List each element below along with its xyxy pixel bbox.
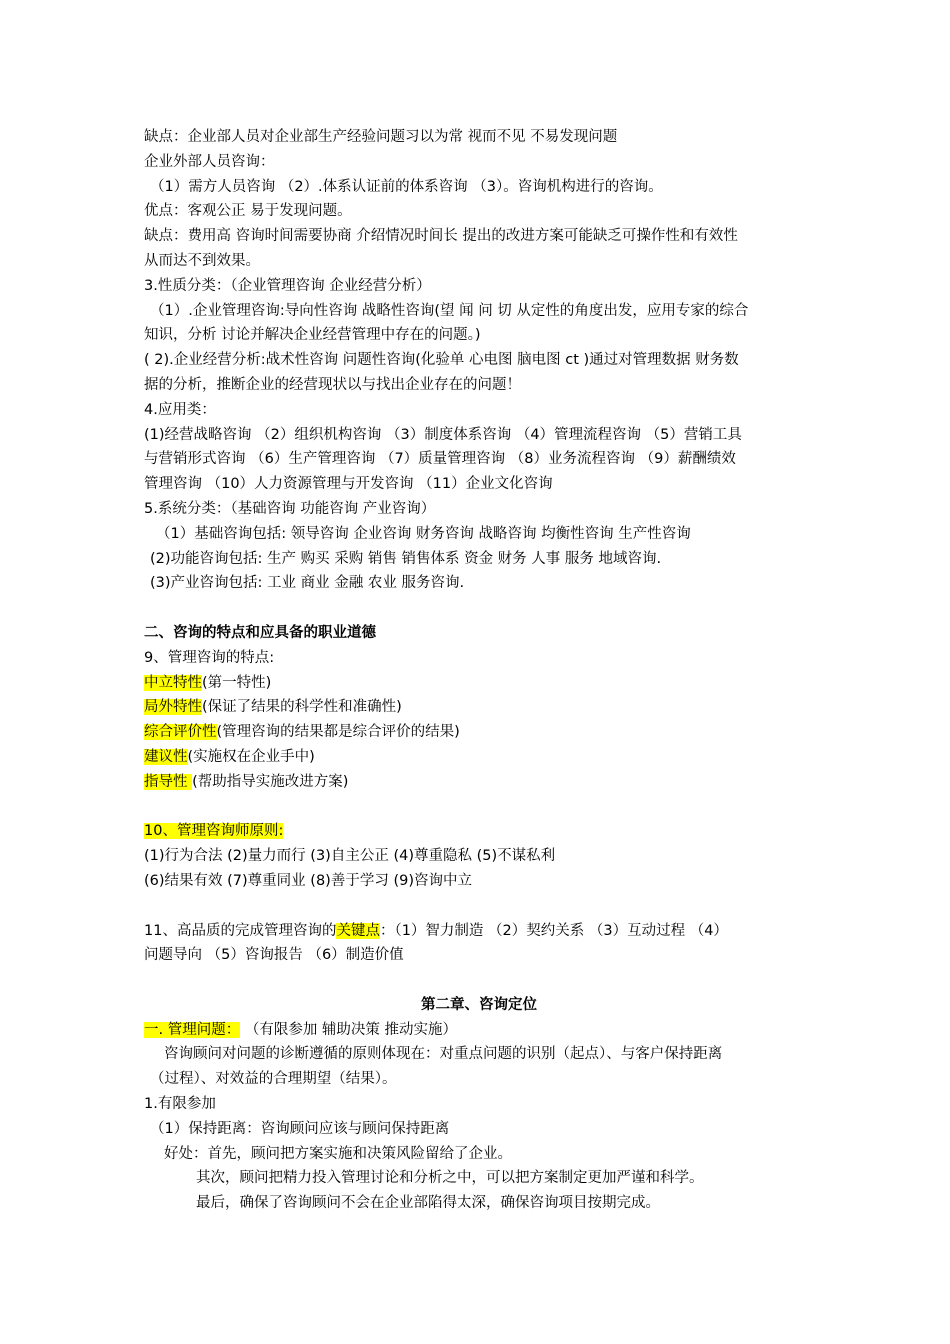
highlight-text: 综合评价性 xyxy=(144,724,217,741)
text-line: (1)行为合法 (2)量力而行 (3)自主公正 (4)尊重隐私 (5)不谋私利 xyxy=(144,848,556,865)
highlight-text: 关键点 xyxy=(336,922,380,939)
text-line: (2)功能咨询包括: 生产 购买 采购 销售 销售体系 资金 财务 人事 服务 地域咨询. xyxy=(150,550,662,567)
text-line: 11、高品质的完成管理咨询的关键点：（1）智力制造 （2）契约关系 （3）互动过程 （4） xyxy=(144,922,728,939)
text-line: （1）.企业管理咨询:导向性咨询 战略性咨询(望 闻 问 切 从定性的角度出发，应用专家的综合 xyxy=(150,302,749,319)
section-heading: 二、咨询的特点和应具备的职业道德 xyxy=(144,624,376,641)
text-line: （1）保持距离：咨询顾问应该与顾问保持距离 xyxy=(150,1120,450,1137)
highlight-text: 建议性 xyxy=(144,748,188,765)
text-line: 问题导向 （5）咨询报告 （6）制造价值 xyxy=(144,947,404,964)
text-line: 知识，分析 讨论并解决企业经营管理中存在的问题。) xyxy=(144,327,481,344)
spacer xyxy=(144,596,814,621)
highlight-text: 中立特性 xyxy=(144,674,202,691)
text-line: 9、管理咨询的特点: xyxy=(144,649,275,666)
feature-line: 指导性 (帮助指导实施改进方案) xyxy=(144,773,349,790)
text-line: 据的分析，推断企业的经营现状以与找出企业存在的问题！ xyxy=(144,376,521,393)
text-line: 好处：首先，顾问把方案实施和决策风险留给了企业。 xyxy=(164,1145,512,1162)
text-line: 优点：客观公正 易于发现问题。 xyxy=(144,203,352,220)
document-page xyxy=(144,125,814,1216)
text-line: 最后，确保了咨询顾问不会在企业部陷得太深，确保咨询项目按期完成。 xyxy=(196,1195,660,1212)
spacer xyxy=(144,968,814,993)
text-line: 咨询顾问对问题的诊断遵循的原则体现在：对重点问题的识别（起点）、与客户保持距离 xyxy=(164,1046,723,1063)
text-line: 从而达不到效果。 xyxy=(144,252,260,269)
highlight-text: 指导性 xyxy=(144,773,193,790)
text-line: 缺点：企业部人员对企业部生产经验问题习以为常 视而不见 不易发现问题 xyxy=(144,129,618,145)
text-line: （过程）、对效益的合理期望（结果）。 xyxy=(150,1071,397,1088)
spacer xyxy=(144,795,814,820)
text-line: 管理咨询 （10）人力资源管理与开发咨询 （11）企业文化咨询 xyxy=(144,476,553,493)
highlight-text: 局外特性 xyxy=(144,699,202,716)
feature-line: 综合评价性(管理咨询的结果都是综合评价的结果) xyxy=(144,724,460,741)
text-line: 1.有限参加 xyxy=(144,1096,216,1113)
text-line: （1）需方人员咨询 （2）.体系认证前的体系咨询 （3）。咨询机构进行的咨询。 xyxy=(150,178,663,195)
feature-line: 建议性(实施权在企业手中) xyxy=(144,748,315,765)
feature-line: 局外特性(保证了结果的科学性和准确性) xyxy=(144,699,402,716)
text-line: (1)经营战略咨询 （2）组织机构咨询 （3）制度体系咨询 （4）管理流程咨询 （5）营销工具 xyxy=(144,426,742,443)
highlight-text: 10、管理咨询师原则: xyxy=(144,823,284,840)
text-line: 5.系统分类：（基础咨询 功能咨询 产业咨询） xyxy=(144,500,436,517)
text-line: 缺点：费用高 咨询时间需要协商 介绍情况时间长 提出的改进方案可能缺乏可操作性和有效性 xyxy=(144,228,738,245)
text-line: 其次，顾问把精力投入管理讨论和分析之中，可以把方案制定更加严谨和科学。 xyxy=(196,1170,704,1187)
text-line: 与营销形式咨询 （6）生产管理咨询 （7）质量管理咨询 （8）业务流程咨询 （9）薪酬绩效 xyxy=(144,451,736,468)
spacer xyxy=(144,894,814,919)
feature-line: 中立特性(第一特性) xyxy=(144,674,272,691)
text-line: (6)结果有效 (7)尊重同业 (8)善于学习 (9)咨询中立 xyxy=(144,872,472,889)
text-line: 3.性质分类：（企业管理咨询 企业经营分析） xyxy=(144,277,431,294)
chapter-title: 第二章、咨询定位 xyxy=(421,996,537,1013)
highlight-text: 一. 管理问题： xyxy=(144,1021,241,1038)
text-line: （1）基础咨询包括: 领导咨询 企业咨询 财务咨询 战略咨询 均衡性咨询 生产性咨询 xyxy=(156,525,691,542)
text-line: 企业外部人员咨询： xyxy=(144,153,275,170)
text-line: 4.应用类： xyxy=(144,401,216,418)
text-line: 一. 管理问题： （有限参加 辅助决策 推动实施） xyxy=(144,1021,458,1038)
text-line xyxy=(144,819,814,844)
text-line: ( 2).企业经营分析:战术性咨询 问题性咨询(化验单 心电图 脑电图 ct )通过对管理数据 财务数 xyxy=(144,352,739,369)
text-line: (3)产业咨询包括: 工业 商业 金融 农业 服务咨询. xyxy=(150,575,465,592)
